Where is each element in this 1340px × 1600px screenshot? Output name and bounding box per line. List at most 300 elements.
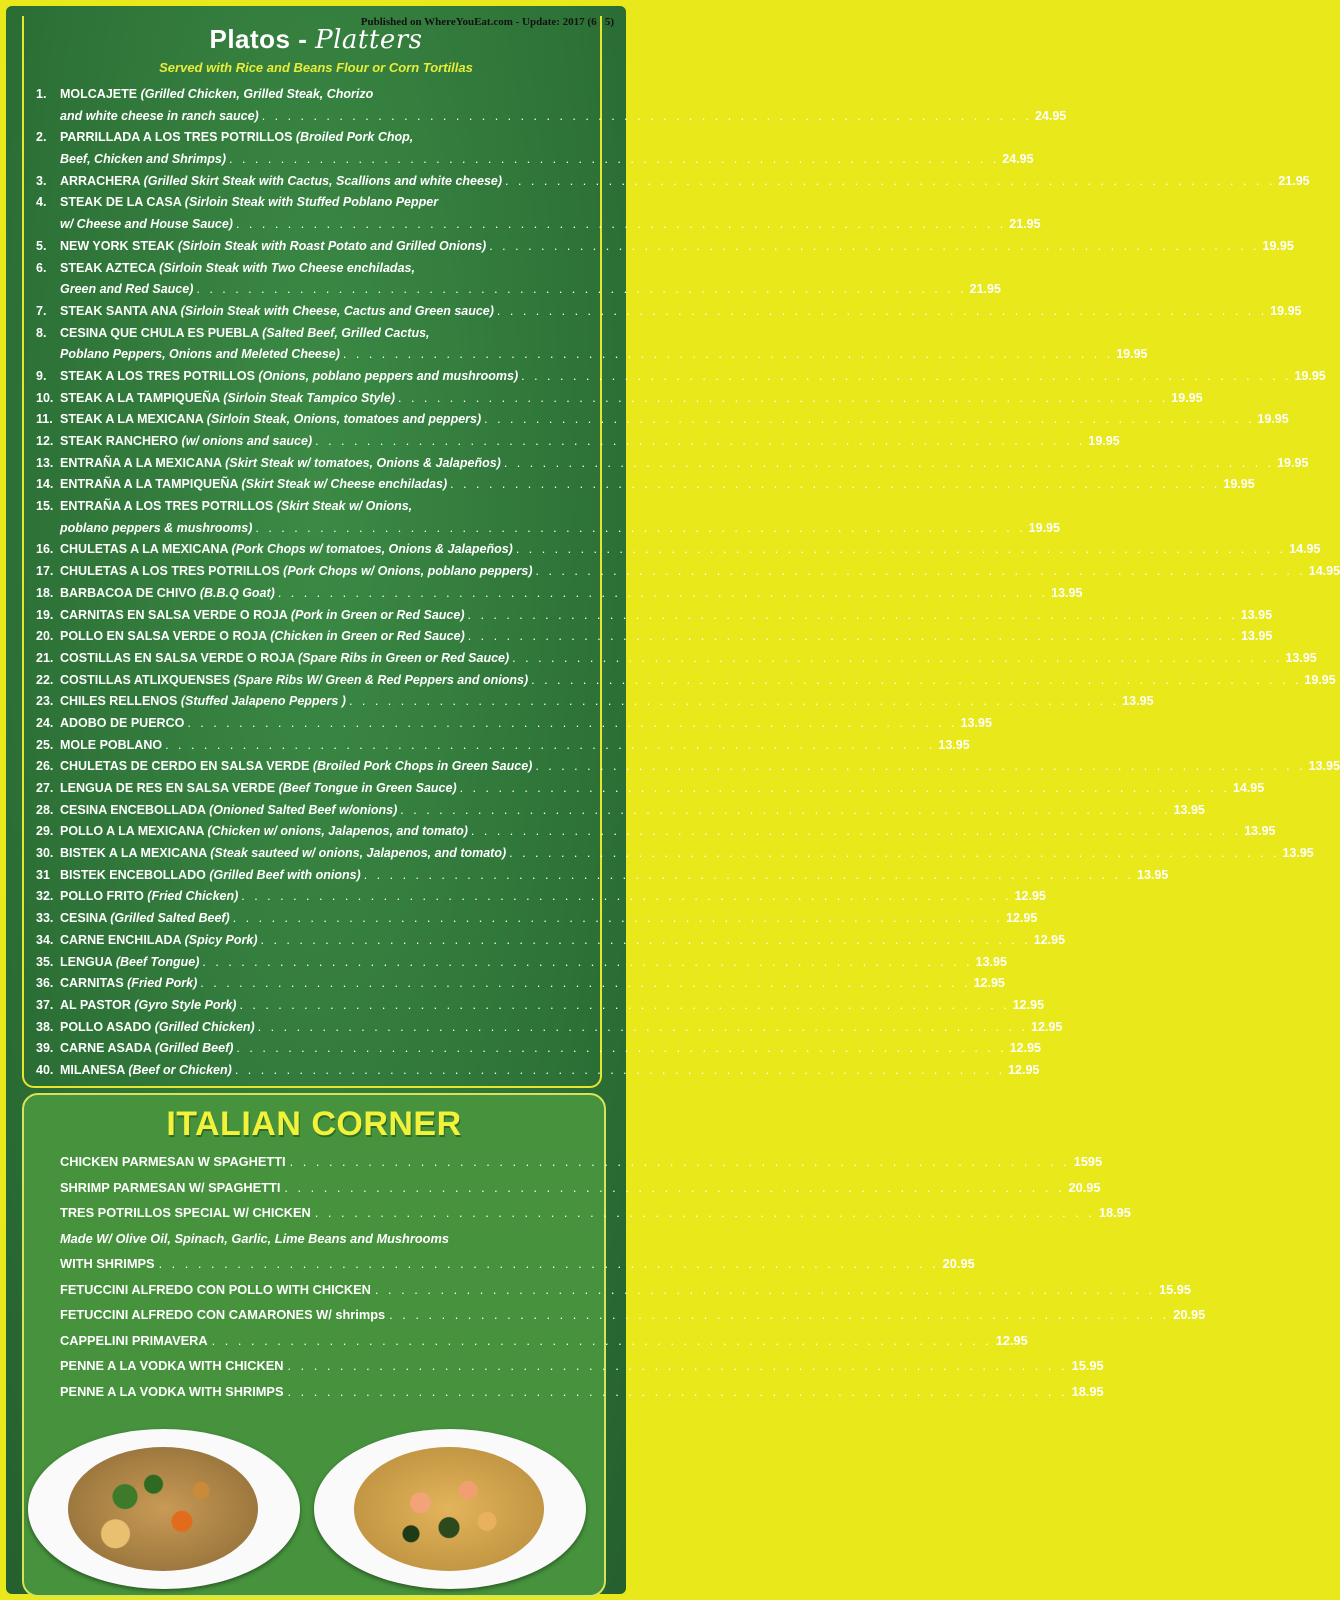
item-number: 21.	[36, 650, 54, 665]
item-name: MOLCAJETE	[60, 87, 138, 101]
item-number: 15.	[36, 499, 54, 514]
dot-leader: . . . . . . . . . . . . . . . . . . . . . . . . . . . . . . . . . . . . . . . . . . . . . . . . . . . . . . . . . . . .	[261, 108, 1032, 123]
item-price: 13.95	[1137, 867, 1169, 882]
menu-item-row	[36, 648, 1317, 670]
item-description: (Fried Pork)	[127, 976, 198, 991]
item-price: 21.95	[1278, 173, 1310, 188]
item-number: 39.	[36, 1041, 54, 1056]
menu-item-row	[36, 952, 1007, 974]
food-pasta-image	[354, 1447, 544, 1571]
item-name: COSTILLAS EN SALSA VERDE O ROJA	[60, 650, 295, 665]
italian-item-price: 20.95	[1068, 1179, 1101, 1195]
item-text	[60, 821, 468, 843]
menu-item-row	[36, 800, 1205, 822]
italian-item-price: 20.95	[1173, 1307, 1206, 1322]
item-number: 30.	[36, 846, 54, 861]
item-price: 19.95	[1223, 477, 1255, 492]
item-description: Beef, Chicken and Shrimps)	[60, 152, 227, 167]
item-text	[60, 453, 501, 475]
item-price: 12.95	[1033, 932, 1066, 947]
item-text	[60, 886, 238, 908]
dot-leader: . . . . . . . . . . . . . . . . . . . . . . . . . . . . . . . . . . . . . . . . . . . . . . . . . . . . . . . . . . . .	[467, 607, 1238, 622]
item-description: (Spare Ribs W/ Green & Red Peppers and onions)	[233, 672, 529, 687]
item-name: CHULETAS A LOS TRES POTRILLOS	[60, 564, 280, 579]
item-name: CESINA ENCEBOLLADA	[60, 802, 206, 817]
item-name: ENTRAÑA A LA MEXICANA	[60, 455, 222, 470]
italian-item-row	[60, 1328, 1028, 1354]
platters-title-script: Platters	[315, 25, 423, 55]
item-text	[60, 127, 413, 149]
menu-item-row	[36, 171, 1310, 193]
item-name: ENTRAÑA A LA TAMPIQUEÑA	[60, 477, 238, 492]
item-name: BISTEK A LA MEXICANA	[60, 846, 207, 861]
dot-leader: . . . . . . . . . . . . . . . . . . . . . . . . . . . . . . . . . . . . . . . . . . . . . . . . . . . . . . . . . . . .	[389, 1307, 1170, 1322]
dot-leader: . . . . . . . . . . . . . . . . . . . . . . . . . . . . . . . . . . . . . . . . . . . . . . . . . . . . . . . . . . . .	[277, 585, 1049, 600]
item-text	[60, 930, 258, 952]
item-description: (Steak sauteed w/ onions, Jalapenos, and tomato)	[210, 846, 507, 861]
italian-item-price: 15.95	[1071, 1358, 1104, 1373]
item-number: 34.	[36, 932, 54, 947]
italian-item-name: CAPPELINI PRIMAVERA	[60, 1332, 208, 1348]
item-price: 13.95	[1122, 694, 1154, 709]
item-name: CHULETAS DE CERDO EN SALSA VERDE	[60, 759, 310, 774]
menu-item-row	[36, 1017, 1063, 1039]
item-price: 19.95	[1028, 520, 1060, 535]
item-name: POLLO ASADO	[60, 1019, 152, 1034]
item-text	[60, 366, 518, 388]
item-name: CHULETAS A LA MEXICANA	[60, 542, 229, 557]
item-text	[60, 800, 397, 822]
item-price: 13.95	[960, 715, 992, 730]
item-name: ADOBO DE PUERCO	[60, 715, 185, 730]
item-name: COSTILLAS ATLIXQUENSES	[60, 672, 231, 687]
item-number: 14.	[36, 477, 54, 492]
item-number: 3.	[36, 173, 47, 188]
menu-item-row	[36, 409, 1289, 431]
item-text	[60, 236, 486, 258]
item-description: Green and Red Sauce)	[60, 282, 194, 297]
item-number: 32.	[36, 889, 54, 904]
dot-leader: . . . . . . . . . . . . . . . . . . . . . . . . . . . . . . . . . . . . . . . . . . . . . . . . . . . . . . . . . . . .	[289, 1154, 1070, 1169]
dot-leader: . . . . . . . . . . . . . . . . . . . . . . . . . . . . . . . . . . . . . . . . . . . . . . . . . . . . . . . . . . . .	[489, 238, 1260, 253]
item-number: 40.	[36, 1062, 54, 1077]
item-price: 24.95	[1034, 108, 1067, 123]
italian-item-name: FETUCCINI ALFREDO CON POLLO WITH CHICKEN	[60, 1281, 371, 1297]
menu-item-row	[36, 865, 1169, 887]
dot-leader: . . . . . . . . . . . . . . . . . . . . . . . . . . . . . . . . . . . . . . . . . . . . . . . . . . . . . . . . . . . .	[484, 412, 1255, 427]
item-price: 19.95	[1294, 368, 1326, 383]
item-price: 19.95	[1116, 347, 1148, 362]
item-price: 19.95	[1277, 455, 1309, 470]
item-name: CHILES RELLENOS	[60, 694, 178, 709]
item-description: (Beef or Chicken)	[128, 1062, 232, 1077]
item-name: CARNITAS EN SALSA VERDE O ROJA	[60, 607, 288, 622]
item-text	[60, 258, 415, 280]
item-number: 2.	[36, 130, 47, 145]
dot-leader: . . . . . . . . . . . . . . . . . . . . . . . . . . . . . . . . . . . . . . . . . . . . . . . . . . . . . . . . . . . .	[535, 564, 1306, 579]
item-description: (Spare Ribs in Green or Red Sauce)	[298, 650, 510, 665]
item-number: 35.	[36, 954, 54, 969]
dot-leader: . . . . . . . . . . . . . . . . . . . . . . . . . . . . . . . . . . . . . . . . . . . . . . . . . . . . . . . . . . . .	[234, 1062, 1006, 1077]
dot-leader: . . . . . . . . . . . . . . . . . . . . . . . . . . . . . . . . . . . . . . . . . . . . . . . . . . . . . . . . . . . .	[348, 694, 1120, 709]
italian-item-name: PENNE A LA VODKA WITH SHRIMPS	[60, 1383, 284, 1399]
item-name: STEAK RANCHERO	[60, 434, 179, 448]
dot-leader: . . . . . . . . . . . . . . . . . . . . . . . . . . . . . . . . . . . . . . . . . . . . . . . . . . . . . . . . . . . .	[496, 303, 1268, 318]
item-number: 22.	[36, 672, 54, 687]
item-description: (Onions, poblano peppers and mushrooms)	[258, 368, 519, 383]
dot-leader: . . . . . . . . . . . . . . . . . . . . . . . . . . . . . . . . . . . . . . . . . . . . . . . . . . . . . . . . . . . .	[235, 217, 1007, 232]
menu-item-row	[36, 323, 588, 345]
item-description: (Skirt Steak w/ Cheese enchiladas)	[241, 477, 448, 492]
dot-leader: . . . . . . . . . . . . . . . . . . . . . . . . . . . . . . . . . . . . . . . . . . . . . . . . . . . . . . . . . . . .	[374, 1281, 1155, 1297]
dot-leader: . . . . . . . . . . . . . . . . . . . . . . . . . . . . . . . . . . . . . . . . . . . . . . . . . . . . . . . . . . . .	[257, 1019, 1029, 1034]
item-description: (Beef Tongue)	[115, 954, 200, 969]
item-number: 4.	[36, 195, 47, 210]
item-description: (Pork Chops w/ Onions, poblano peppers)	[283, 564, 533, 579]
dot-leader: . . . . . . . . . . . . . . . . . . . . . . . . . . . . . . . . . . . . . . . . . . . . . . . . . . . . . . . . . . . .	[505, 173, 1276, 188]
item-text	[60, 474, 447, 496]
item-number: 23.	[36, 694, 54, 709]
menu-item-row	[36, 821, 1276, 843]
dot-leader: . . . . . . . . . . . . . . . . . . . . . . . . . . . . . . . . . . . . . . . . . . . . . . . . . . . . . . . . . . . .	[236, 1041, 1007, 1056]
menu-item-row	[36, 778, 1265, 800]
item-name: MOLE POBLANO	[60, 737, 163, 752]
menu-item-row	[36, 279, 1001, 301]
item-text	[60, 409, 481, 431]
item-number: 12.	[36, 434, 54, 448]
menu-item-row	[36, 605, 1273, 627]
item-text	[60, 344, 340, 366]
item-text	[60, 388, 395, 410]
dot-leader: . . . . . . . . . . . . . . . . . . . . . . . . . . . . . . . . . . . . . . . . . . . . . . . . . . . . . . . . . . . .	[342, 347, 1114, 362]
item-name: STEAK A LOS TRES POTRILLOS	[60, 368, 255, 383]
item-name: ARRACHERA	[60, 173, 141, 188]
item-description: (Sirloin Steak with Two Cheese enchiladas,	[159, 260, 415, 275]
item-text	[60, 995, 236, 1017]
item-description: (Grilled Beef with onions)	[209, 867, 361, 882]
item-number: 31	[36, 867, 50, 882]
menu-item-row	[36, 106, 1067, 128]
item-number: 26.	[36, 759, 54, 774]
dot-leader: . . . . . . . . . . . . . . . . . . . . . . . . . . . . . . . . . . . . . . . . . . . . . . . . . . . . . . . . . . . .	[398, 390, 1169, 405]
item-description: (Grilled Beef)	[154, 1041, 234, 1056]
dot-leader: . . . . . . . . . . . . . . . . . . . . . . . . . . . . . . . . . . . . . . . . . . . . . . . . . . . . . . . . . . . .	[521, 368, 1292, 383]
italian-item-row	[60, 1175, 1101, 1201]
item-number: 17.	[36, 564, 54, 579]
item-description: (Skirt Steak w/ Onions,	[276, 499, 413, 514]
item-number: 20.	[36, 629, 54, 644]
item-number: 11.	[36, 412, 53, 427]
item-description: (Gyro Style Pork)	[134, 997, 237, 1012]
item-text	[60, 843, 506, 865]
dot-leader: . . . . . . . . . . . . . . . . . . . . . . . . . . . . . . . . . . . . . . . . . . . . . . . . . . . . . . . . . . . .	[467, 629, 1239, 644]
item-text	[60, 149, 226, 171]
menu-item-row	[36, 973, 1005, 995]
item-price: 12.95	[1006, 911, 1038, 926]
dot-leader: . . . . . . . . . . . . . . . . . . . . . . . . . . . . . . . . . . . . . . . . . . . . . . . . . . . . . . . . . . . .	[287, 1383, 1068, 1399]
item-number: 24.	[36, 715, 54, 730]
platters-subtitle: Served with Rice and Beans Flour or Corn Tortillas	[159, 60, 473, 75]
italian-item-row	[60, 1353, 1104, 1379]
item-price: 19.95	[1088, 434, 1120, 448]
italian-item-price: 18.95	[1071, 1383, 1104, 1399]
item-price: 19.95	[1171, 390, 1203, 405]
dot-leader: . . . . . . . . . . . . . . . . . . . . . . . . . . . . . . . . . . . . . . . . . . . . . . . . . . . . . . . . . . . .	[158, 1256, 939, 1271]
menu-item-row	[36, 431, 1120, 453]
item-number: 38.	[36, 1019, 54, 1034]
italian-item-price: 15.95	[1159, 1281, 1192, 1297]
item-description: (Broiled Pork Chops in Green Sauce)	[312, 759, 533, 774]
dot-leader: . . . . . . . . . . . . . . . . . . . . . . . . . . . . . . . . . . . . . . . . . . . . . . . . . . . . . . . . . . . .	[400, 802, 1171, 817]
item-name: CARNITAS	[60, 976, 124, 991]
menu-item-row	[36, 474, 1255, 496]
item-number: 10.	[36, 390, 54, 405]
dot-leader: . . . . . . . . . . . . . . . . . . . . . . . . . . . . . . . . . . . . . . . . . . . . . . . . . . . . . . . . . . . .	[241, 889, 1012, 904]
item-name: POLLO FRITO	[60, 889, 144, 904]
menu-item-row	[36, 583, 1083, 605]
menu-item-row	[36, 995, 1045, 1017]
item-text	[60, 561, 533, 583]
item-number: 33.	[36, 911, 54, 926]
item-number: 36.	[36, 976, 54, 991]
dot-leader: . . . . . . . . . . . . . . . . . . . . . . . . . . . . . . . . . . . . . . . . . . . . . . . . . . . . . . . . . . . .	[515, 542, 1287, 557]
menu-item-row	[36, 691, 1154, 713]
item-price: 13.95	[975, 954, 1007, 969]
item-name: ENTRAÑA A LOS TRES POTRILLOS	[60, 499, 274, 514]
item-text	[60, 583, 275, 605]
menu-item-row	[36, 561, 1340, 583]
dot-leader: . . . . . . . . . . . . . . . . . . . . . . . . . . . . . . . . . . . . . . . . . . . . . . . . . . . . . . . . . . . .	[255, 520, 1026, 535]
item-name: BARBACOA DE CHIVO	[60, 585, 197, 600]
item-text	[60, 952, 199, 974]
item-text	[60, 301, 494, 323]
item-description: (Grilled Chicken)	[154, 1019, 255, 1034]
dot-leader: . . . . . . . . . . . . . . . . . . . . . . . . . . . . . . . . . . . . . . . . . . . . . . . . . . . . . . . . . . . .	[196, 282, 967, 297]
item-description: (Sirloin Steak with Cheese, Cactus and Green sauce)	[180, 303, 494, 318]
italian-item-row	[60, 1277, 1192, 1303]
item-description: (B.B.Q Goat)	[199, 585, 275, 600]
dot-leader: . . . . . . . . . . . . . . . . . . . . . . . . . . . . . . . . . . . . . . . . . . . . . . . . . . . . . . . . . . . .	[470, 824, 1242, 839]
item-name: POLLO A LA MEXICANA	[60, 824, 204, 839]
item-description: w/ Cheese and House Sauce)	[60, 217, 233, 232]
item-text	[60, 908, 230, 930]
menu-item-row	[36, 344, 1148, 366]
italian-corner-section	[22, 1093, 1206, 1597]
item-number: 6.	[36, 260, 47, 275]
item-text	[60, 171, 502, 193]
dot-leader: . . . . . . . . . . . . . . . . . . . . . . . . . . . . . . . . . . . . . . . . . . . . . . . . . . . . . . . . . . . .	[211, 1332, 992, 1348]
item-price: 13.95	[1241, 629, 1273, 644]
item-description: (Sirloin Steak, Onions, tomatoes and peppers)	[206, 412, 482, 427]
item-price: 14.95	[1289, 542, 1321, 557]
item-number: 8.	[36, 325, 47, 340]
item-description: (Onioned Salted Beef w/onions)	[209, 802, 398, 817]
menu-item-row	[36, 713, 992, 735]
item-description: (Sirloin Steak with Roast Potato and Grilled Onions)	[177, 238, 487, 253]
dot-leader: . . . . . . . . . . . . . . . . . . . . . . . . . . . . . . . . . . . . . . . . . . . . . . . . . . . . . . . . . . . .	[239, 997, 1010, 1012]
item-name: PARRILLADA A LOS TRES POTRILLOS	[60, 130, 293, 145]
item-price: 13.95	[1308, 759, 1340, 774]
dot-leader: . . . . . . . . . . . . . . . . . . . . . . . . . . . . . . . . . . . . . . . . . . . . . . . . . . . . . . . . . . . .	[260, 932, 1031, 947]
item-description: (Stuffed Jalapeno Peppers )	[180, 694, 346, 709]
dot-leader: . . . . . . . . . . . . . . . . . . . . . . . . . . . . . . . . . . . . . . . . . . . . . . . . . . . . . . . . . . . .	[503, 455, 1275, 470]
item-description: poblano peppers & mushrooms)	[60, 520, 253, 535]
item-name: CESINA	[60, 911, 107, 926]
item-description: (Salted Beef, Grilled Cactus,	[262, 325, 430, 340]
item-number: 16.	[36, 542, 54, 557]
item-price: 19.95	[1270, 303, 1302, 318]
item-description: (Pork in Green or Red Sauce)	[290, 607, 465, 622]
item-text	[60, 214, 233, 236]
item-number: 27.	[36, 781, 54, 795]
menu-item-row	[36, 756, 1340, 778]
menu-item-row	[36, 518, 1060, 540]
plate-photo-vegetables	[28, 1429, 300, 1589]
item-number: 18.	[36, 585, 54, 600]
item-name: STEAK DE LA CASA	[60, 195, 182, 210]
menu-item-row	[36, 1038, 1041, 1060]
item-description: (Fried Chicken)	[147, 889, 239, 904]
dot-leader: . . . . . . . . . . . . . . . . . . . . . . . . . . . . . . . . . . . . . . . . . . . . . . . . . . . . . . . . . . . .	[287, 1358, 1068, 1373]
menu-item-row	[36, 626, 1273, 648]
menu-item-row	[36, 539, 1321, 561]
italian-item-row	[60, 1251, 975, 1277]
menu-page	[6, 6, 1340, 1594]
menu-item-row	[36, 236, 1294, 258]
item-price: 13.95	[1282, 846, 1314, 861]
item-price: 12.95	[1014, 889, 1046, 904]
item-price: 13.95	[1051, 585, 1083, 600]
dot-leader: . . . . . . . . . . . . . . . . . . . . . . . . . . . . . . . . . . . . . . . . . . . . . . . . . . . . . . . . . . . .	[509, 846, 1280, 861]
item-price: 21.95	[1009, 217, 1041, 232]
italian-item-row	[60, 1200, 1131, 1226]
item-name: AL PASTOR	[60, 997, 131, 1012]
item-name: LENGUA	[60, 954, 113, 969]
item-name: NEW YORK STEAK	[60, 238, 175, 253]
item-price: 13.95	[1285, 650, 1317, 665]
item-number: 28.	[36, 802, 54, 817]
menu-item-row	[36, 127, 588, 149]
dot-leader: . . . . . . . . . . . . . . . . . . . . . . . . . . . . . . . . . . . . . . . . . . . . . . . . . . . . . . . . . . . .	[459, 781, 1230, 795]
menu-item-row	[36, 886, 1046, 908]
item-name: STEAK A LA TAMPIQUEÑA	[60, 390, 220, 405]
plate-photo-pasta	[314, 1429, 586, 1589]
item-description: (Skirt Steak w/ tomatoes, Onions & Jalapeños)	[225, 455, 501, 470]
item-number: 7.	[36, 303, 47, 318]
menu-item-row	[36, 735, 970, 757]
item-description: (w/ onions and sauce)	[181, 434, 313, 448]
platters-list	[36, 84, 1340, 1082]
item-text	[60, 279, 193, 301]
item-price: 19.95	[1262, 238, 1294, 253]
item-number: 25.	[36, 737, 54, 752]
item-name: CARNE ENCHILADA	[60, 932, 182, 947]
menu-item-row	[36, 843, 1314, 865]
italian-item-name: PENNE A LA VODKA WITH CHICKEN	[60, 1358, 284, 1373]
item-number: 29.	[36, 824, 54, 839]
dot-leader: . . . . . . . . . . . . . . . . . . . . . . . . . . . . . . . . . . . . . . . . . . . . . . . . . . . . . . . . . . . .	[232, 911, 1004, 926]
item-price: 12.95	[1009, 1041, 1041, 1056]
menu-item-row	[36, 670, 1336, 692]
item-name: LENGUA DE RES EN SALSA VERDE	[60, 781, 276, 795]
item-text	[60, 496, 412, 518]
item-number: 19.	[36, 607, 54, 622]
italian-item-price: 1595	[1073, 1154, 1103, 1169]
item-price: 12.95	[1008, 1062, 1040, 1077]
item-text	[60, 735, 162, 757]
item-description: (Grilled Skirt Steak with Cactus, Scallions and white cheese)	[143, 173, 503, 188]
item-price: 12.95	[1012, 997, 1045, 1012]
item-price: 21.95	[969, 282, 1001, 297]
item-text	[60, 778, 457, 800]
item-name: STEAK AZTECA	[60, 260, 156, 275]
item-price: 12.95	[1031, 1019, 1063, 1034]
italian-item-row	[60, 1379, 1104, 1405]
item-number: 9.	[36, 368, 47, 383]
item-description: (Grilled Salted Beef)	[110, 911, 230, 926]
item-price: 13.95	[1240, 607, 1273, 622]
item-name: STEAK SANTA ANA	[60, 303, 178, 318]
dot-leader: . . . . . . . . . . . . . . . . . . . . . . . . . . . . . . . . . . . . . . . . . . . . . . . . . . . . . . . . . . . .	[315, 434, 1086, 448]
menu-item-row	[36, 214, 1041, 236]
item-text	[60, 626, 465, 648]
dot-leader: . . . . . . . . . . . . . . . . . . . . . . . . . . . . . . . . . . . . . . . . . . . . . . . . . . . . . . . . . . . .	[314, 1205, 1095, 1220]
item-name: BISTEK ENCEBOLLADO	[60, 867, 206, 882]
item-text	[60, 973, 197, 995]
item-text	[60, 648, 509, 670]
item-number: 5.	[36, 238, 47, 253]
italian-item-name: SHRIMP PARMESAN W/ SPAGHETTI	[60, 1179, 281, 1195]
item-price: 19.95	[1304, 672, 1336, 687]
platters-title-main: Platos -	[209, 24, 316, 54]
item-text	[60, 713, 184, 735]
item-name: CARNE ASADA	[60, 1041, 152, 1056]
menu-item-row	[36, 496, 588, 518]
menu-item-row	[36, 192, 588, 214]
italian-item-name: CHICKEN PARMESAN W SPAGHETTI	[60, 1154, 286, 1169]
item-price: 24.95	[1002, 152, 1034, 167]
italian-item-name: TRES POTRILLOS SPECIAL W/ CHICKEN	[60, 1205, 311, 1220]
item-description: (Sirloin Steak Tampico Style)	[223, 390, 396, 405]
item-text	[60, 431, 312, 453]
menu-item-row	[36, 453, 1309, 475]
italian-corner-title: ITALIAN CORNER	[166, 1105, 462, 1143]
item-text	[60, 670, 528, 692]
item-price: 19.95	[1257, 412, 1289, 427]
item-text	[60, 106, 259, 128]
italian-item-price: 20.95	[942, 1256, 975, 1271]
item-description: (Sirloin Steak with Stuffed Poblano Pepper	[184, 195, 439, 210]
item-description: and white cheese in ranch sauce)	[60, 108, 259, 123]
menu-item-row	[36, 908, 1038, 930]
item-price: 13.95	[938, 737, 970, 752]
item-description: (Grilled Chicken, Grilled Steak, Chorizo	[140, 87, 374, 101]
item-price: 14.95	[1232, 781, 1265, 795]
dot-leader: . . . . . . . . . . . . . . . . . . . . . . . . . . . . . . . . . . . . . . . . . . . . . . . . . . . . . . . . . . . .	[531, 672, 1302, 687]
dot-leader: . . . . . . . . . . . . . . . . . . . . . . . . . . . . . . . . . . . . . . . . . . . . . . . . . . . . . . . . . . . .	[284, 1179, 1065, 1195]
item-name: CESINA QUE CHULA ES PUEBLA	[60, 325, 259, 340]
italian-item-row	[60, 1149, 1103, 1175]
item-description: Poblano Peppers, Onions and Meleted Cheese)	[60, 347, 340, 362]
item-number: 37.	[36, 997, 54, 1012]
food-vegetables-image	[68, 1447, 258, 1571]
dot-leader: . . . . . . . . . . . . . . . . . . . . . . . . . . . . . . . . . . . . . . . . . . . . . . . . . . . . . . . . . . . .	[363, 867, 1135, 882]
item-text	[60, 323, 430, 345]
italian-item-price: 12.95	[995, 1332, 1028, 1348]
item-text	[60, 1038, 233, 1060]
item-name: STEAK A LA MEXICANA	[60, 412, 204, 427]
menu-item-row	[36, 1060, 1040, 1082]
